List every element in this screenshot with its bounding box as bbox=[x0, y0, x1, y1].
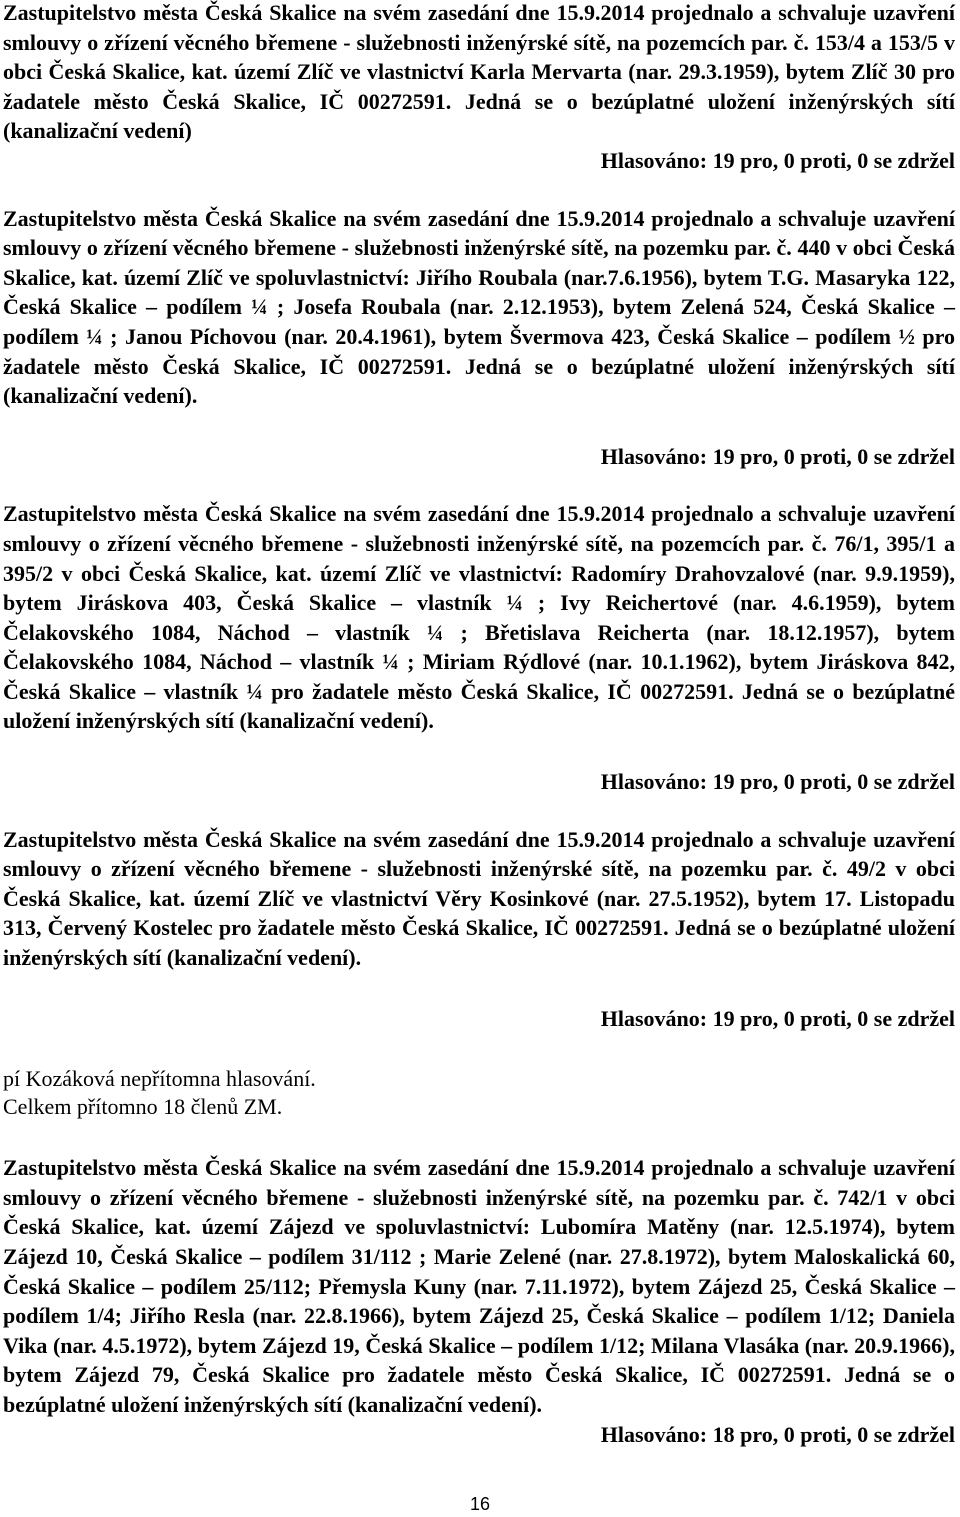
resolution-3-text: Zastupitelstvo města Česká Skalice na svém zasedání dne 15.9.2014 projednalo a schvaluje uzavření smlouvy o zřízení věcného břemene - služebnosti inženýrské sítě, na pozemcích par. č. 76/1, 395/1 a 395/2 v obci Česká Skalice, kat. území Zlíč ve vlastnictví: Radomíry Drahovzalové (nar. 9.9.1959), bytem Jiráskova 403, Česká Skalice – vlastník ¼ ; Ivy Reichertové (nar. 4.6.1959), bytem Čelakovského 1084, Náchod – vlastník ¼ ; Břetislava Reicherta (nar. 18.12.1957), bytem Čelakovského 1084, Náchod – vlastník ¼ ; Miriam Rýdlové (nar. 10.1.1962), bytem Jiráskova 842, Česká Skalice – vlastník ¼ pro žadatele město Česká Skalice, IČ 00272591. Jedná se o bezúplatné uložení inženýrských sítí (kanalizační vedení). bbox=[3, 501, 955, 734]
resolution-4-vote: Hlasováno: 19 pro, 0 proti, 0 se zdržel bbox=[600, 1005, 955, 1031]
absence-note: pí Kozáková nepřítomna hlasování. bbox=[3, 1066, 316, 1092]
resolution-2-text: Zastupitelstvo města Česká Skalice na svém zasedání dne 15.9.2014 projednalo a schvaluje uzavření smlouvy o zřízení věcného břemene - služebnosti inženýrské sítě, na pozemku par. č. 440 v obci Česká Skalice, kat. území Zlíč ve spoluvlastnictví: Jiřího Roubala (nar.7.6.1956), bytem T.G. Masaryka 122, Česká Skalice – podílem ¼ ; Josefa Roubala (nar. 2.12.1953), bytem Zelená 524, Česká Skalice – podílem ¼ ; Janou Píchovou (nar. 20.4.1961), bytem Švermova 423, Česká Skalice – podílem ½ pro žadatele město Česká Skalice, IČ 00272591. Jedná se o bezúplatné uložení inženýrských sítí (kanalizační vedení). bbox=[3, 205, 955, 409]
resolution-1-vote: Hlasováno: 19 pro, 0 proti, 0 se zdržel bbox=[600, 147, 955, 173]
resolution-5-text: Zastupitelstvo města Česká Skalice na svém zasedání dne 15.9.2014 projednalo a schvaluje uzavření smlouvy o zřízení věcného břemene - služebnosti inženýrské sítě, na pozemku par. č. 742/1 v obci Česká Skalice, kat. území Zájezd ve spoluvlastnictví: Lubomíra Matěny (nar. 12.5.1974), bytem Zájezd 10, Česká Skalice – podílem 31/112 ; Marie Zelené (nar. 27.8.1972), bytem Maloskalická 60, Česká Skalice – podílem 25/112; Přemysla Kuny (nar. 7.11.1972), bytem Zájezd 25, Česká Skalice – podílem 1/4; Jiřího Resla (nar. 22.8.1966), bytem Zájezd 25, Česká Skalice – podílem 1/12; Daniela Vika (nar. 4.5.1972), bytem Zájezd 19, Česká Skalice – podílem 1/12; Milana Vlasáka (nar. 20.9.1966), bytem Zájezd 79, Česká Skalice pro žadatele město Česká Skalice, IČ 00272591. Jedná se o bezúplatné uložení inženýrských sítí (kanalizační vedení). bbox=[3, 1155, 955, 1417]
resolution-2-vote: Hlasováno: 19 pro, 0 proti, 0 se zdržel bbox=[600, 443, 955, 469]
page-number: 16 bbox=[469, 1494, 491, 1514]
resolution-1-text: Zastupitelstvo města Česká Skalice na svém zasedání dne 15.9.2014 projednalo a schvaluje uzavření smlouvy o zřízení věcného břemene - služebnosti inženýrské sítě, na pozemcích par. č. 153/4 a 153/5 v obci Česká Skalice, kat. území Zlíč ve vlastnictví Karla Mervarta (nar. 29.3.1959), bytem Zlíč 30 pro žadatele město Česká Skalice, IČ 00272591. Jedná se o bezúplatné uložení inženýrských sítí (kanalizační vedení) bbox=[3, 0, 955, 144]
resolution-5-vote: Hlasováno: 18 pro, 0 proti, 0 se zdržel bbox=[600, 1421, 955, 1447]
resolution-4-text: Zastupitelstvo města Česká Skalice na svém zasedání dne 15.9.2014 projednalo a schvaluje uzavření smlouvy o zřízení věcného břemene - služebnosti inženýrské sítě, na pozemku par. č. 49/2 v obci Česká Skalice, kat. území Zlíč ve vlastnictví Věry Kosinkové (nar. 27.5.1952), bytem 17. Listopadu 313, Červený Kostelec pro žadatele město Česká Skalice, IČ 00272591. Jedná se o bezúplatné uložení inženýrských sítí (kanalizační vedení). bbox=[3, 826, 955, 971]
attendance-total-note: Celkem přítomno 18 členů ZM. bbox=[3, 1094, 283, 1120]
resolution-3-vote: Hlasováno: 19 pro, 0 proti, 0 se zdržel bbox=[600, 769, 955, 795]
